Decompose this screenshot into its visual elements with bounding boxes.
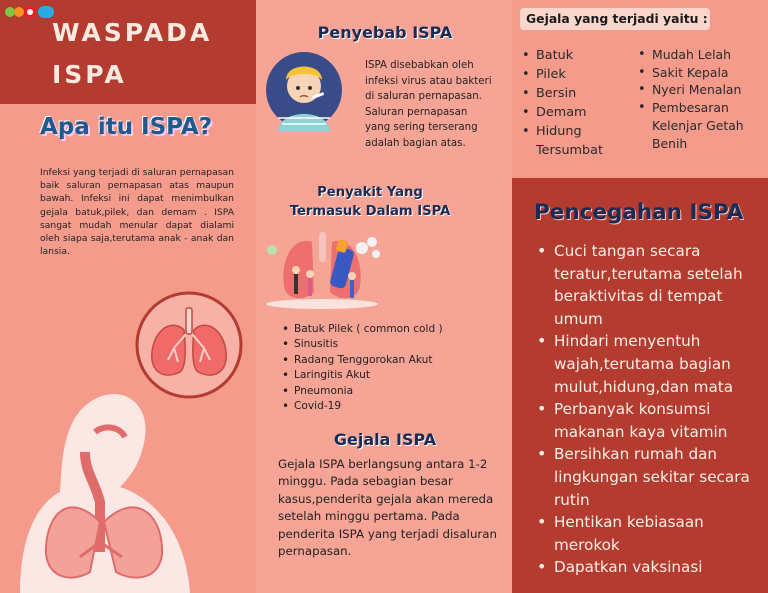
list-item: • Laringitis Akut (278, 368, 498, 383)
list-item: • Radang Tenggorokan Akut (278, 353, 498, 368)
list-item: • Hindari menyentuh wajah,terutama bagian mulut,hidung,dan mata (534, 330, 760, 398)
list-item: • Mudah Lelah (634, 46, 758, 64)
prevention-list (534, 240, 760, 579)
intro-text: Infeksi yang terjadi di saluran pernapasan baik saluran pernapasan atas maupun bawah. Infeksi ini dapat menimbulkan gejala batuk,pilek, dan demam . ISPA sangat mudah menular dapat dialami oleh siapa saja,terutama anak - anak dan lansia. (40, 167, 234, 258)
title-line-2: ISPA (52, 60, 127, 89)
logo-badges-icon (4, 3, 56, 21)
symptoms-list-1 (518, 46, 628, 160)
title-banner (0, 0, 256, 104)
title-line-1: WASPADA (52, 18, 213, 47)
cause-text: ISPA disebabkan oleh infeksi virus atau bakteri di saluran pernapasan. Saluran pernapasan yang sering terserang adalah bagian atas. (365, 60, 492, 149)
diseases-heading (280, 183, 460, 221)
sick-child-illustration (264, 48, 344, 132)
list-item: • Dapatkan vaksinasi (534, 556, 760, 579)
list-item: • Sakit Kepala (634, 64, 758, 82)
diseases-heading-line2: Termasuk Dalam ISPA (289, 204, 451, 219)
list-item: • Pilek (518, 65, 628, 84)
list-item: • Sinusitis (278, 337, 498, 352)
list-item: • Perbanyak konsumsi makanan kaya vitamin (534, 398, 760, 443)
list-item: • Batuk (518, 46, 628, 65)
intro-heading: Apa itu ISPA? (40, 114, 213, 140)
cause-heading: Penyebab ISPA (317, 23, 453, 42)
list-item: • Hentikan kebiasaan merokok (534, 511, 760, 556)
symptoms-info-text: Gejala ISPA berlangsung antara 1-2 minggu. Pada sebagian besar kasus,penderita gejala akan mereda setelah minggu pertama. Pada penderita ISPA yang terjadi disaluran pernapasan. (278, 457, 497, 559)
list-item: • Pneumonia (278, 384, 498, 399)
human-respiratory-illustration (0, 362, 200, 593)
diseases-heading-line1: Penyakit Yang (317, 185, 423, 200)
list-item: • Bersin (518, 84, 628, 103)
list-item: • Nyeri Menalan (634, 81, 758, 99)
list-item: • Covid-19 (278, 399, 498, 414)
list-item: • Pembesaran Kelenjar Getah Benih (634, 99, 758, 152)
symptoms-info-heading: Gejala ISPA (333, 430, 437, 449)
diseases-list (278, 322, 498, 414)
prevention-heading: Pencegahan ISPA (534, 200, 744, 225)
list-item: • Cuci tangan secara teratur,terutama setelah beraktivitas di tempat umum (534, 240, 760, 330)
lungs-with-people-illustration (264, 228, 386, 310)
list-item: • Hidung Tersumbat (518, 122, 628, 160)
list-item: • Demam (518, 103, 628, 122)
list-item: • Batuk Pilek ( common cold ) (278, 322, 498, 337)
symptoms-heading: Gejala yang terjadi yaitu : (520, 8, 710, 30)
list-item: • Bersihkan rumah dan lingkungan sekitar secara rutin (534, 443, 760, 511)
symptoms-list-2 (634, 46, 758, 152)
